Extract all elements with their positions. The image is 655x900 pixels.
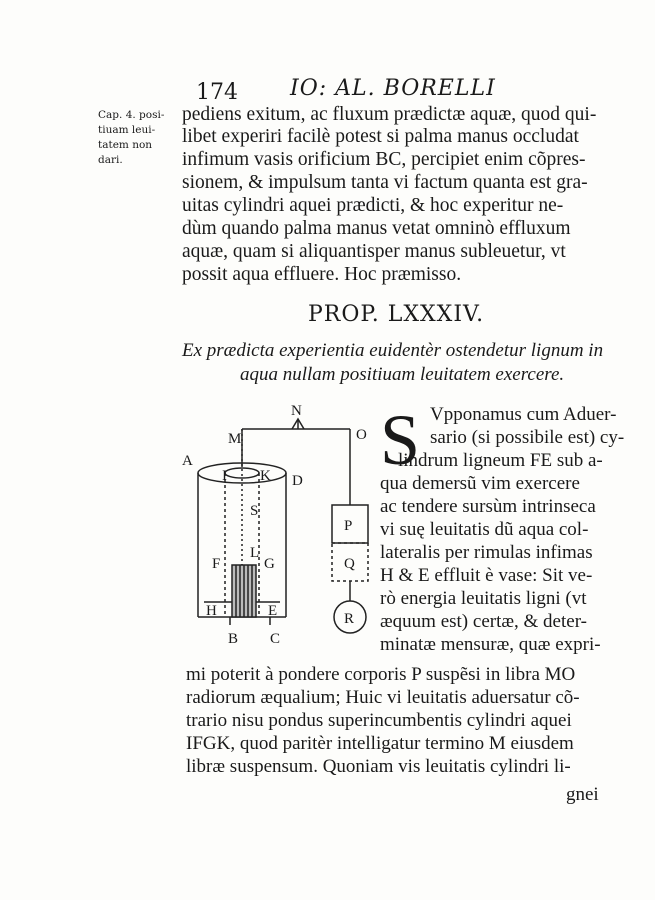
right-column-line: minatæ mensuræ, quæ expri- [380, 634, 601, 655]
body-line: sionem, & impulsum tanta vi factum quanta est gra- [182, 172, 588, 193]
right-column-line: rò energia leuitatis ligni (vt [380, 588, 587, 609]
fig-label-H: H [206, 603, 217, 619]
body-line: IFGK, quod paritèr intelligatur termino M eiusdem [186, 733, 574, 754]
body-line: uitas cylindri aquei prædicti, & hoc experitur ne- [182, 195, 564, 216]
body-line: libræ suspensum. Quoniam vis leuitatis cylindri li- [186, 756, 571, 777]
right-column-line: æquum est) certæ, & deter- [380, 611, 587, 632]
fig-label-B: B [228, 631, 239, 647]
right-column-line: ac tendere sursùm intrinseca [380, 496, 596, 517]
fig-label-D: D [292, 473, 303, 489]
running-head: IO: AL. BORELLI [290, 76, 496, 101]
fig-label-K: K [260, 468, 271, 484]
side-note-line: Cap. 4. posi- [98, 109, 165, 121]
body-line: dùm quando palma manus vetat omninò effluxum [182, 218, 571, 239]
body-line: possit aqua effluere. Hoc præmisso. [182, 264, 462, 285]
body-line: infimum vasis orificium BC, percipiet enim cõpres- [182, 149, 586, 170]
drop-cap: S [380, 400, 421, 480]
body-line: aquæ, quam si aliquantisper manus subleuetur, vt [182, 241, 566, 262]
side-note-line: tiuam leui- [98, 124, 156, 136]
right-column-line: Vpponamus cum Aduer- [430, 404, 617, 425]
right-column-line: lindrum ligneum FE sub a- [398, 450, 603, 471]
fig-label-A: A [182, 453, 193, 469]
fig-label-Q: Q [344, 556, 355, 572]
catchword: gnei [566, 784, 599, 805]
side-note-line: dari. [98, 154, 123, 166]
fig-label-O: O [356, 427, 367, 443]
experiment-figure [180, 405, 380, 655]
proposition-statement-line: aqua nullam positiuam leuitatem exercere. [240, 364, 565, 385]
fig-label-P: P [344, 518, 353, 534]
body-line: mi poterit à pondere corporis P suspẽsi in libra MO [186, 664, 576, 685]
body-line: trario nisu pondus superincumbentis cylindri aquei [186, 710, 572, 731]
fig-label-N: N [291, 405, 302, 419]
fig-label-M: M [228, 431, 242, 447]
fig-label-L: L [250, 545, 260, 561]
fig-label-F: F [212, 556, 221, 572]
fig-label-C: C [270, 631, 281, 647]
body-line: radiorum æqualium; Huic vi leuitatis aduersatur cõ- [186, 687, 580, 708]
body-line: pediens exitum, ac fluxum prædictæ aquæ, quod qui- [182, 104, 597, 125]
fig-label-E: E [268, 603, 278, 619]
side-note-line: tatem non [98, 139, 153, 151]
proposition-statement-line: Ex prædicta experientia euidentèr ostendetur lignum in [182, 340, 604, 361]
right-column-line: sario (si possibile est) cy- [430, 427, 625, 448]
proposition-title: PROP. LXXXIV. [308, 302, 485, 327]
fig-label-G: G [264, 556, 275, 572]
body-line: libet experiri facilè potest si palma manus occludat [182, 126, 579, 147]
right-column-line: H & E effluit è vase: Sit ve- [380, 565, 593, 586]
right-column-line: lateralis per rimulas infimas [380, 542, 593, 563]
page-number: 174 [196, 80, 238, 105]
right-column-line: vi suę leuitatis dũ aqua col- [380, 519, 589, 540]
fig-label-R: R [344, 611, 355, 627]
fig-label-I: I [222, 468, 227, 484]
right-column-line: qua demersũ vim exercere [380, 473, 580, 494]
fig-label-S: S [250, 503, 259, 519]
